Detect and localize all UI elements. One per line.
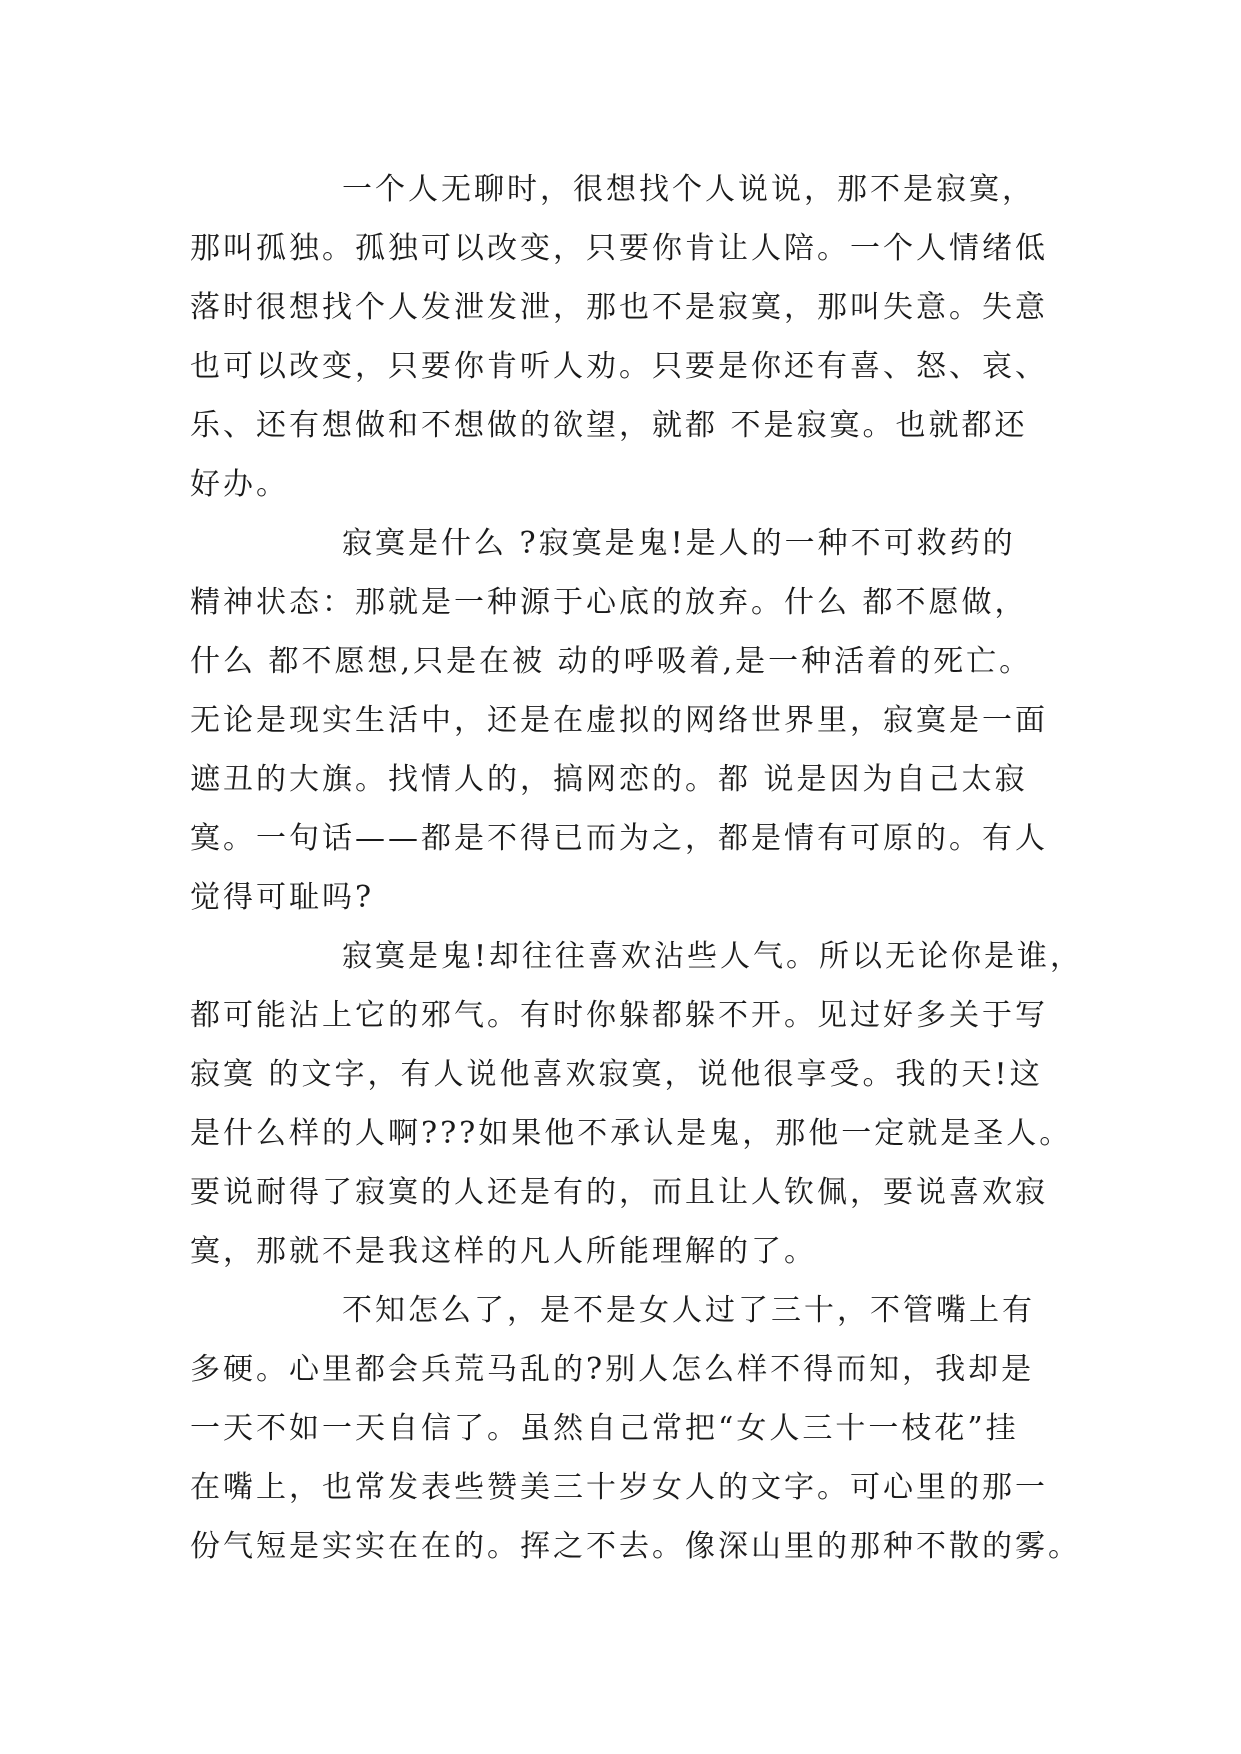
document-body [190,160,1084,1576]
text-line: 寞。一句话——都是不得已而为之，都是情有可原的。有人 [190,821,1048,856]
text-line: 不知怎么了，是不是女人过了三十，不管嘴上有 [342,1293,1035,1328]
text-line: 什么 都不愿想,只是在被 动的呼吸着,是一种活着的死亡。 [190,644,1033,679]
text-line: 寂寞是什么 ?寂寞是鬼!是人的一种不可救药的 [342,526,1016,561]
text-line: 无论是现实生活中，还是在虚拟的网络世界里，寂寞是一面 [190,703,1048,738]
text-line: 都可能沾上它的邪气。有时你躲都躲不开。见过好多关于写 [190,998,1048,1033]
text-line: 那叫孤独。孤独可以改变，只要你肯让人陪。一个人情绪低 [190,231,1048,266]
text-line: 一天不如一天自信了。虽然自己常把“女人三十一枝花”挂 [190,1411,1019,1446]
paragraph-3 [190,927,1084,1281]
text-line: 寞，那就不是我这样的凡人所能理解的了。 [190,1234,817,1269]
text-line: 寂寞是鬼!却往往喜欢沾些人气。所以无论你是谁， [342,939,1084,974]
text-line: 精神状态：那就是一种源于心底的放弃。什么 都不愿做， [190,585,1028,620]
paragraph-4 [190,1281,1081,1576]
text-line: 好办。 [190,467,289,502]
text-line: 遮丑的大旗。找情人的，搞网恋的。都 说是因为自己太寂 [190,762,1028,797]
text-line: 份气短是实实在在的。挥之不去。像深山里的那种不散的雾。 [190,1529,1081,1564]
text-line: 多硬。心里都会兵荒马乱的?别人怎么样不得而知，我却是 [190,1352,1035,1387]
text-line: 一个人无聊时，很想找个人说说，那不是寂寞， [342,172,1035,207]
text-line: 也可以改变，只要你肯听人劝。只要是你还有喜、怒、哀、 [190,349,1048,384]
text-line: 乐、还有想做和不想做的欲望，就都 不是寂寞。也就都还 [190,408,1028,443]
text-line: 觉得可耻吗? [190,880,375,915]
text-line: 寂寞 的文字，有人说他喜欢寂寞，说他很享受。我的天!这 [190,1057,1043,1092]
text-line: 在嘴上，也常发表些赞美三十岁女人的文字。可心里的那一 [190,1470,1048,1505]
text-line: 要说耐得了寂寞的人还是有的，而且让人钦佩，要说喜欢寂 [190,1175,1048,1210]
paragraph-2 [190,514,1070,927]
text-line: 是什么样的人啊???如果他不承认是鬼，那他一定就是圣人。 [190,1116,1073,1151]
paragraph-1 [190,160,1070,514]
text-line: 落时很想找个人发泄发泄，那也不是寂寞，那叫失意。失意 [190,290,1048,325]
